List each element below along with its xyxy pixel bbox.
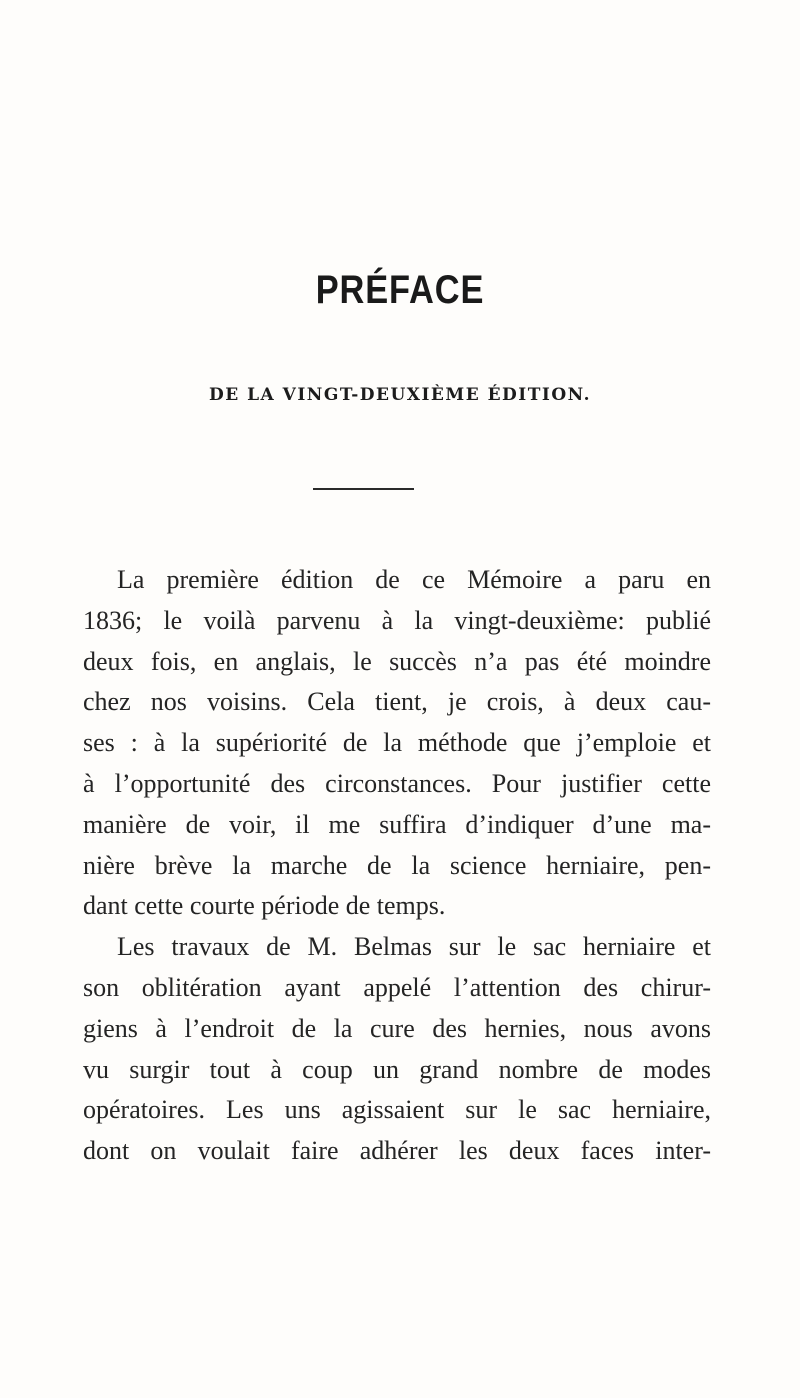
text-line: chez nos voisins. Cela tient, je crois, à deux cau- (83, 687, 711, 717)
text-line: son oblitération ayant appelé l’attention des chirur- (83, 972, 711, 1002)
text-line: manière de voir, il me suffira d’indiquer d’une ma- (83, 809, 711, 839)
text-line: vu surgir tout à coup un grand nombre de modes (83, 1054, 711, 1084)
page-title: PRÉFACE (315, 268, 485, 312)
body-text (83, 560, 711, 1172)
text-line: opératoires. Les uns agissaient sur le sac herniaire, (83, 1095, 711, 1125)
divider-rule (313, 488, 414, 490)
text-line: giens à l’endroit de la cure des hernies, nous avons (83, 1013, 711, 1043)
text-line: ses : à la supériorité de la méthode que j’emploie et (83, 728, 711, 758)
text-line: à l’opportunité des circonstances. Pour justifier cette (83, 768, 711, 798)
page-subtitle: DE LA VINGT-DEUXIÈME ÉDITION. (208, 385, 592, 405)
text-line: La première édition de ce Mémoire a paru en (117, 565, 711, 594)
text-line: deux fois, en anglais, le succès n’a pas été moindre (83, 646, 711, 676)
text-line: dont on voulait faire adhérer les deux faces inter- (83, 1136, 711, 1166)
text-line: nière brève la marche de la science herniaire, pen- (83, 850, 711, 880)
text-line: Les travaux de M. Belmas sur le sac herniaire et (117, 932, 711, 962)
text-line: 1836; le voilà parvenu à la vingt-deuxième: publié (83, 605, 711, 635)
text-line: dant cette courte période de temps. (83, 891, 446, 921)
